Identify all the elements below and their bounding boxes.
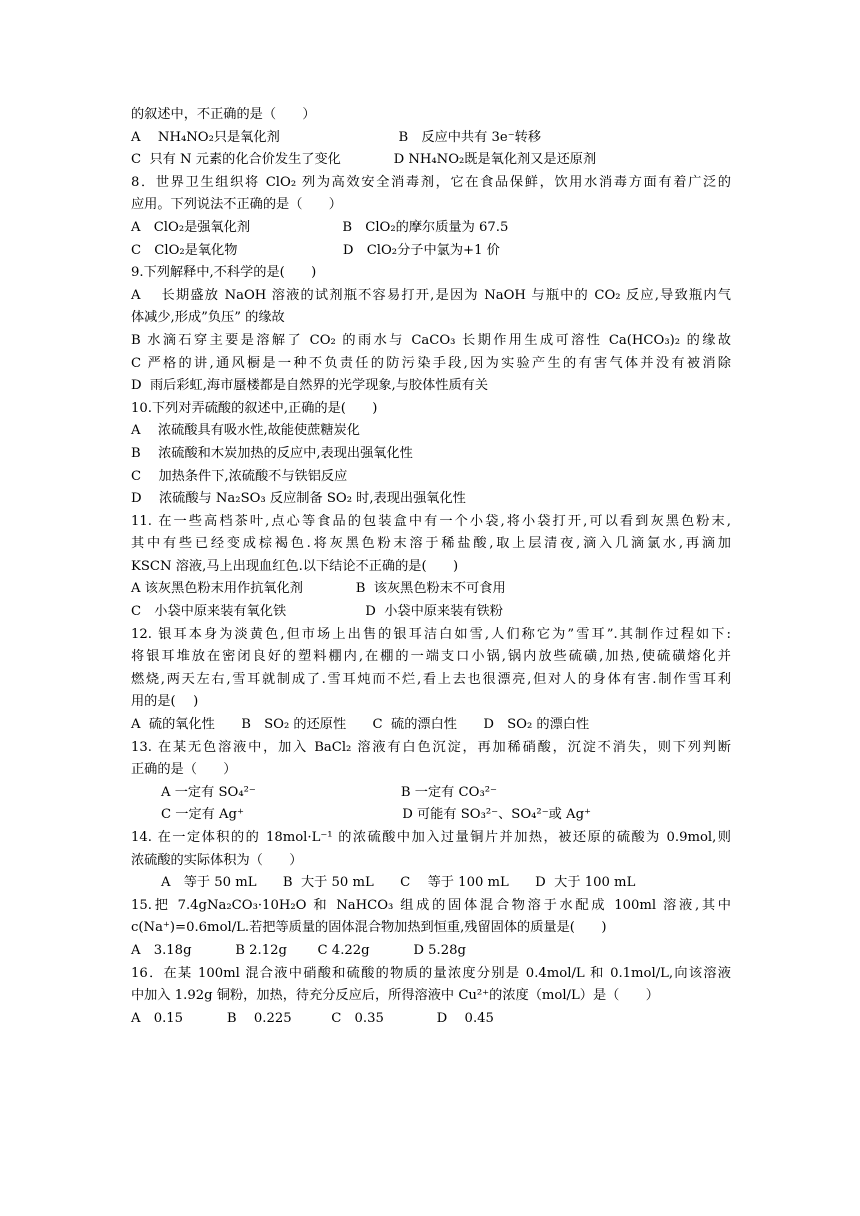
text-line: 8．世界卫生组织将 ClO₂ 列为高效安全消毒剂，它在食品保鲜，饮用水消毒方面有着广泛的 bbox=[131, 174, 731, 190]
text-line: A 0.15 B 0.225 C 0.35 D 0.45 bbox=[131, 1010, 494, 1026]
text-line: A 浓硫酸具有吸水性,故能使蔗糖炭化 bbox=[131, 423, 360, 439]
text-line: c(Na⁺)=0.6mol/L.若把等质量的固体混合物加热到恒重,残留固体的质量是( ) bbox=[131, 920, 607, 936]
text-line: C 严格的讲,通风橱是一种不负责任的防污染手段,因为实验产生的有害气体并没有被消除 bbox=[131, 355, 731, 371]
text-line: 应用。下列说法不正确的是（ ） bbox=[131, 197, 342, 213]
text-line: 11. 在一些高档茶叶,点心等食品的包装盒中有一个小袋,将小袋打开,可以看到灰黑色粉末, bbox=[131, 513, 731, 529]
text-line: C 只有 N 元素的化合价发生了变化 D NH₄NO₂既是氧化剂又是还原剂 bbox=[131, 152, 597, 168]
text-line: C 小袋中原来装有氧化铁 D 小袋中原来装有铁粉 bbox=[131, 604, 503, 620]
text-line: B 浓硫酸和木炭加热的反应中,表现出强氧化性 bbox=[131, 445, 413, 461]
text-line: 12. 银耳本身为淡黄色,但市场上出售的银耳洁白如雪,人们称它为”雪耳”.其制作过程如下: bbox=[131, 626, 731, 642]
text-line: 体减少,形成”负压” 的缘故 bbox=[131, 310, 285, 326]
text-line: C ClO₂是氧化物 D ClO₂分子中氯为+1 价 bbox=[131, 242, 500, 258]
text-line: D 雨后彩虹,海市蜃楼都是自然界的光学现象,与胶体性质有关 bbox=[131, 378, 489, 394]
text-line: A ClO₂是强氧化剂 B ClO₂的摩尔质量为 67.5 bbox=[131, 219, 509, 235]
text-line: A 等于 50 mL B 大于 50 mL C 等于 100 mL D 大于 100 mL bbox=[161, 875, 636, 891]
text-line: A 3.18g B 2.12g C 4.22g D 5.28g bbox=[131, 942, 466, 958]
text-line: A 一定有 SO₄²⁻ B 一定有 CO₃²⁻ bbox=[161, 784, 497, 800]
text-line: 燃烧,两天左右,雪耳就制成了.雪耳炖而不烂,看上去也很漂亮,但对人的身体有害.制作雪耳利 bbox=[131, 671, 731, 687]
text-line: 用的是( ) bbox=[131, 694, 199, 710]
text-line: A 该灰黑色粉末用作抗氧化剂 B 该灰黑色粉末不可食用 bbox=[131, 581, 506, 597]
text-line: 15.把 7.4gNa₂CO₃·10H₂O 和 NaHCO₃ 组成的固体混合物溶于水配成 100ml 溶液,其中 bbox=[131, 897, 731, 913]
text-line: 中加入 1.92g 铜粉，加热，待充分反应后，所得溶液中 Cu²⁺的浓度（mol/L）是（ ） bbox=[131, 988, 659, 1004]
text-line: 10.下列对弄硫酸的叙述中,正确的是( ) bbox=[131, 400, 378, 416]
text-line: A 硫的氧化性 B SO₂ 的还原性 C 硫的漂白性 D SO₂ 的漂白性 bbox=[131, 717, 590, 733]
text-line: 其中有些已经变成棕褐色.将灰黑色粉末溶于稀盐酸,取上层清夜,滴入几滴氯水,再滴加 bbox=[131, 536, 731, 552]
text-line: 16．在某 100ml 混合液中硝酸和硫酸的物质的量浓度分别是 0.4mol/L 和 0.1mol/L,向该溶液 bbox=[131, 965, 731, 981]
text-line: A NH₄NO₂只是氧化剂 B 反应中共有 3e⁻转移 bbox=[131, 129, 542, 145]
text-line: 将银耳堆放在密闭良好的塑料棚内,在棚的一端支口小锅,锅内放些硫磺,加热,使硫磺熔化并 bbox=[131, 649, 731, 665]
text-line: C 加热条件下,浓硫酸不与铁铝反应 bbox=[131, 468, 348, 484]
text-line: D 浓硫酸与 Na₂SO₃ 反应制备 SO₂ 时,表现出强氧化性 bbox=[131, 491, 466, 507]
document-page bbox=[131, 104, 731, 1030]
text-line: KSCN 溶液,马上出现血红色.以下结论不正确的是( ) bbox=[131, 558, 459, 574]
text-line: 浓硫酸的实际体积为（ ） bbox=[131, 852, 303, 868]
text-line: 的叙述中，不正确的是（ ） bbox=[131, 107, 316, 122]
text-line: B 水滴石穿主要是溶解了 CO₂ 的雨水与 CaCO₃ 长期作用生成可溶性 Ca(HCO₃)₂ 的缘故 bbox=[131, 332, 731, 348]
text-line: 14. 在一定体积的的 18mol·L⁻¹ 的浓硫酸中加入过量铜片并加热，被还原的硫酸为 0.9mol,则 bbox=[131, 830, 731, 845]
text-line: 正确的是（ ） bbox=[131, 762, 237, 778]
text-line: 9.下列解释中,不科学的是( ) bbox=[131, 265, 317, 281]
text-line: C 一定有 Ag⁺ D 可能有 SO₃²⁻、SO₄²⁻或 Ag⁺ bbox=[161, 807, 591, 823]
text-line: A 长期盛放 NaOH 溶液的试剂瓶不容易打开,是因为 NaOH 与瓶中的 CO₂ 反应,导致瓶内气 bbox=[131, 287, 731, 303]
text-line: 13. 在某无色溶液中，加入 BaCl₂ 溶液有白色沉淀，再加稀硝酸，沉淀不消失，则下列判断 bbox=[131, 739, 731, 755]
